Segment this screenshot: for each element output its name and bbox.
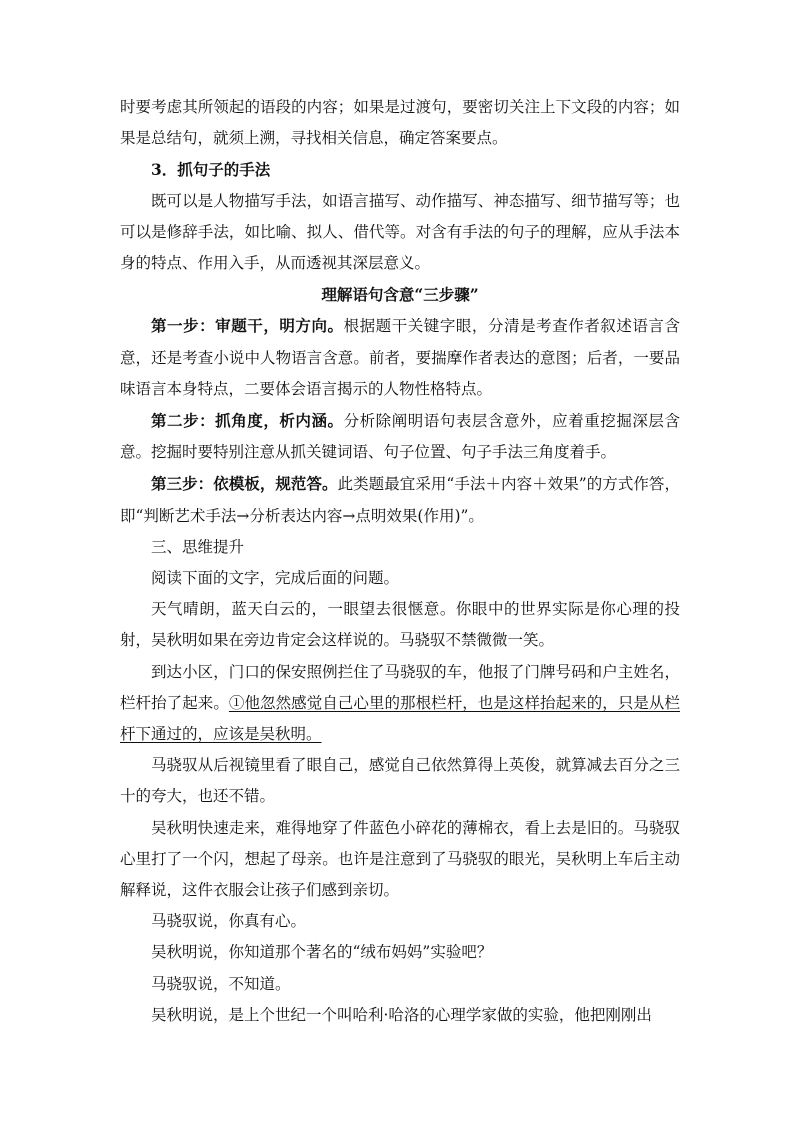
subheading-sentence-technique: 3．抓句子的手法	[151, 160, 271, 180]
step-three-text: 此类题最宜采用“手法＋内容＋效果”的方式作答，即“判断艺术手法→分析表达内容→点明效果(作用)”。	[120, 475, 680, 525]
step-two	[120, 405, 680, 468]
dialogue-line: 吴秋明说，是上个世纪一个叫哈利·哈洛的心理学家做的实验，他把刚刚出	[151, 1005, 652, 1024]
dialogue-line: 马骁驭说，不知道。	[151, 974, 291, 993]
section-title-three-steps: 理解语句含意“三步骤”	[321, 285, 479, 305]
paragraph-continued: 时要考虑其所领起的语段的内容；如果是过渡句，要密切关注上下文段的内容；如果是总结句，就须上溯，寻找相关信息，确定答案要点。	[120, 98, 680, 148]
step-one-text: 根据题干关键字眼，分清是考查作者叙述语言含意，还是考查小说中人物语言含意。前者，要揣摩作者表达的意图；后者，一要品味语言本身特点，二要体会语言揭示的人物性格特点。	[120, 317, 680, 398]
step-three	[120, 468, 680, 531]
step-one	[120, 310, 680, 405]
dialogue-line: 马骁驭说，你真有心。	[151, 912, 307, 931]
dialogue-line: 吴秋明说，你知道那个著名的“绒布妈妈”实验吧？	[151, 943, 493, 962]
story-text: 到达小区，门口的保安照例拦住了马骁驭的车，他报了门牌号码和户主姓名，栏杆抬了起来。	[120, 662, 680, 712]
document-body	[120, 92, 680, 1031]
paragraph-technique: 既可以是人物描写手法，如语言描写、动作描写、神态描写、细节描写等；也可以是修辞手法，如比喻、拟人、借代等。对含有手法的句子的理解，应从手法本身的特点、作用入手，从而透视其深层意义。	[120, 191, 680, 273]
story-paragraph: 马骁驭从后视镜里看了眼自己，感觉自己依然算得上英俊，就算减去百分之三十的夸大，也还不错。	[120, 756, 680, 806]
step-two-label: 第二步：抓角度，析内涵。	[151, 411, 344, 431]
step-two-text: 分析除阐明语句表层含意外，应着重挖掘深层含意。挖掘时要特别注意从抓关键词语、句子位置、句子手法三角度着手。	[120, 412, 680, 462]
reading-instruction: 阅读下面的文字，完成后面的问题。	[151, 569, 400, 588]
step-three-label: 第三步：依模板，规范答。	[151, 474, 338, 494]
section-heading-thinking: 三、思维提升	[151, 537, 245, 556]
story-paragraph-underlined	[120, 657, 680, 751]
underlined-sentence: ①他忽然感觉自己心里的那根栏杆，也是这样抬起来的，只是从栏杆下通过的，应该是吴秋明。	[120, 693, 680, 744]
step-one-label: 第一步：审题干，明方向。	[151, 316, 344, 336]
story-paragraph: 吴秋明快速走来，难得地穿了件蓝色小碎花的薄棉衣，看上去是旧的。马骁驭心里打了一个闪，想起了母亲。也许是注意到了马骁驭的眼光，吴秋明上车后主动解释说，这件衣服会让孩子们感到亲切。	[120, 818, 680, 900]
story-paragraph: 天气晴朗，蓝天白云的，一眼望去很惬意。你眼中的世界实际是你心理的投射，吴秋明如果在旁边肯定会这样说的。马骁驭不禁微微一笑。	[120, 600, 680, 650]
